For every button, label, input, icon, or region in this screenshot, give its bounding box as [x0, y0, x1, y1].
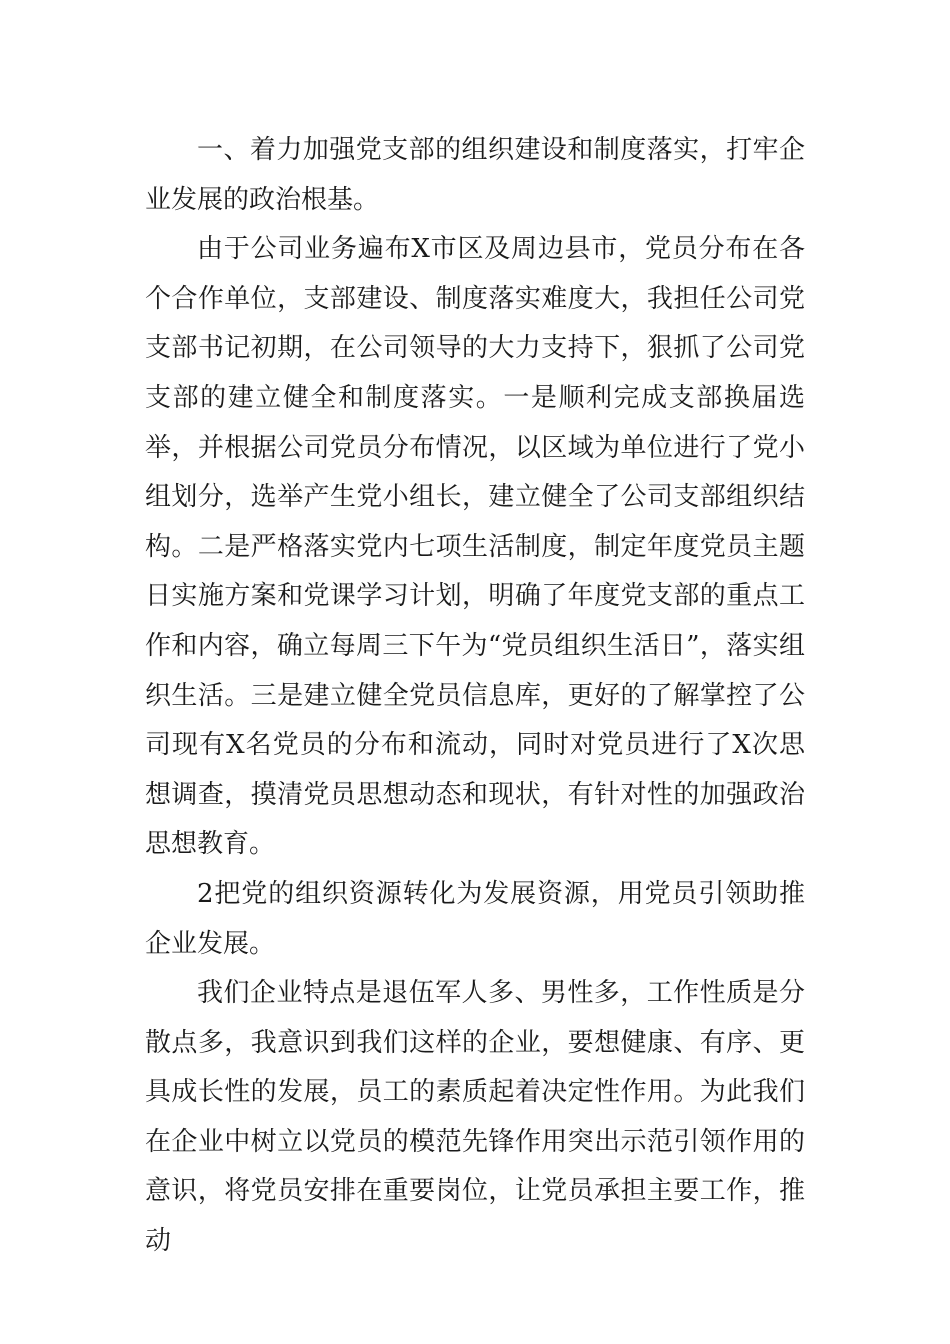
body-paragraph-2: 我们企业特点是退伍军人多、男性多，工作性质是分散点多，我意识到我们这样的企业，要想健康、有序、更具成长性的发展，员工的素质起着决定性作用。为此我们在企业中树立以党员的模范先锋作用突出示范引领作用的意识，将党员安排在重要岗位，让党员承担主要工作，推动 — [145, 978, 805, 1257]
document-body — [145, 126, 805, 1267]
body-paragraph-1: 由于公司业务遍布X市区及周边县市，党员分布在各个合作单位，支部建设、制度落实难度大，我担任公司党支部书记初期，在公司领导的大力支持下，狠抓了公司党支部的建立健全和制度落实。一是顺利完成支部换届选举，并根据公司党员分布情况，以区域为单位进行了党小组划分，选举产生党小组长，建立健全了公司支部组织结构。二是严格落实党内七项生活制度，制定年度党员主题日实施方案和党课学习计划，明确了年度党支部的重点工作和内容，确立每周三下午为“党员组织生活日”，落实组织生活。三是建立健全党员信息库，更好的了解掌控了公司现有X名党员的分布和流动，同时对党员进行了X次思想调查，摸清党员思想动态和现状，有针对性的加强政治思想教育。 — [145, 234, 805, 860]
section-heading-2: 2把党的组织资源转化为发展资源，用党员引领助推企业发展。 — [145, 878, 805, 959]
section-heading-1: 一、着力加强党支部的组织建设和制度落实，打牢企业发展的政治根基。 — [145, 135, 805, 215]
